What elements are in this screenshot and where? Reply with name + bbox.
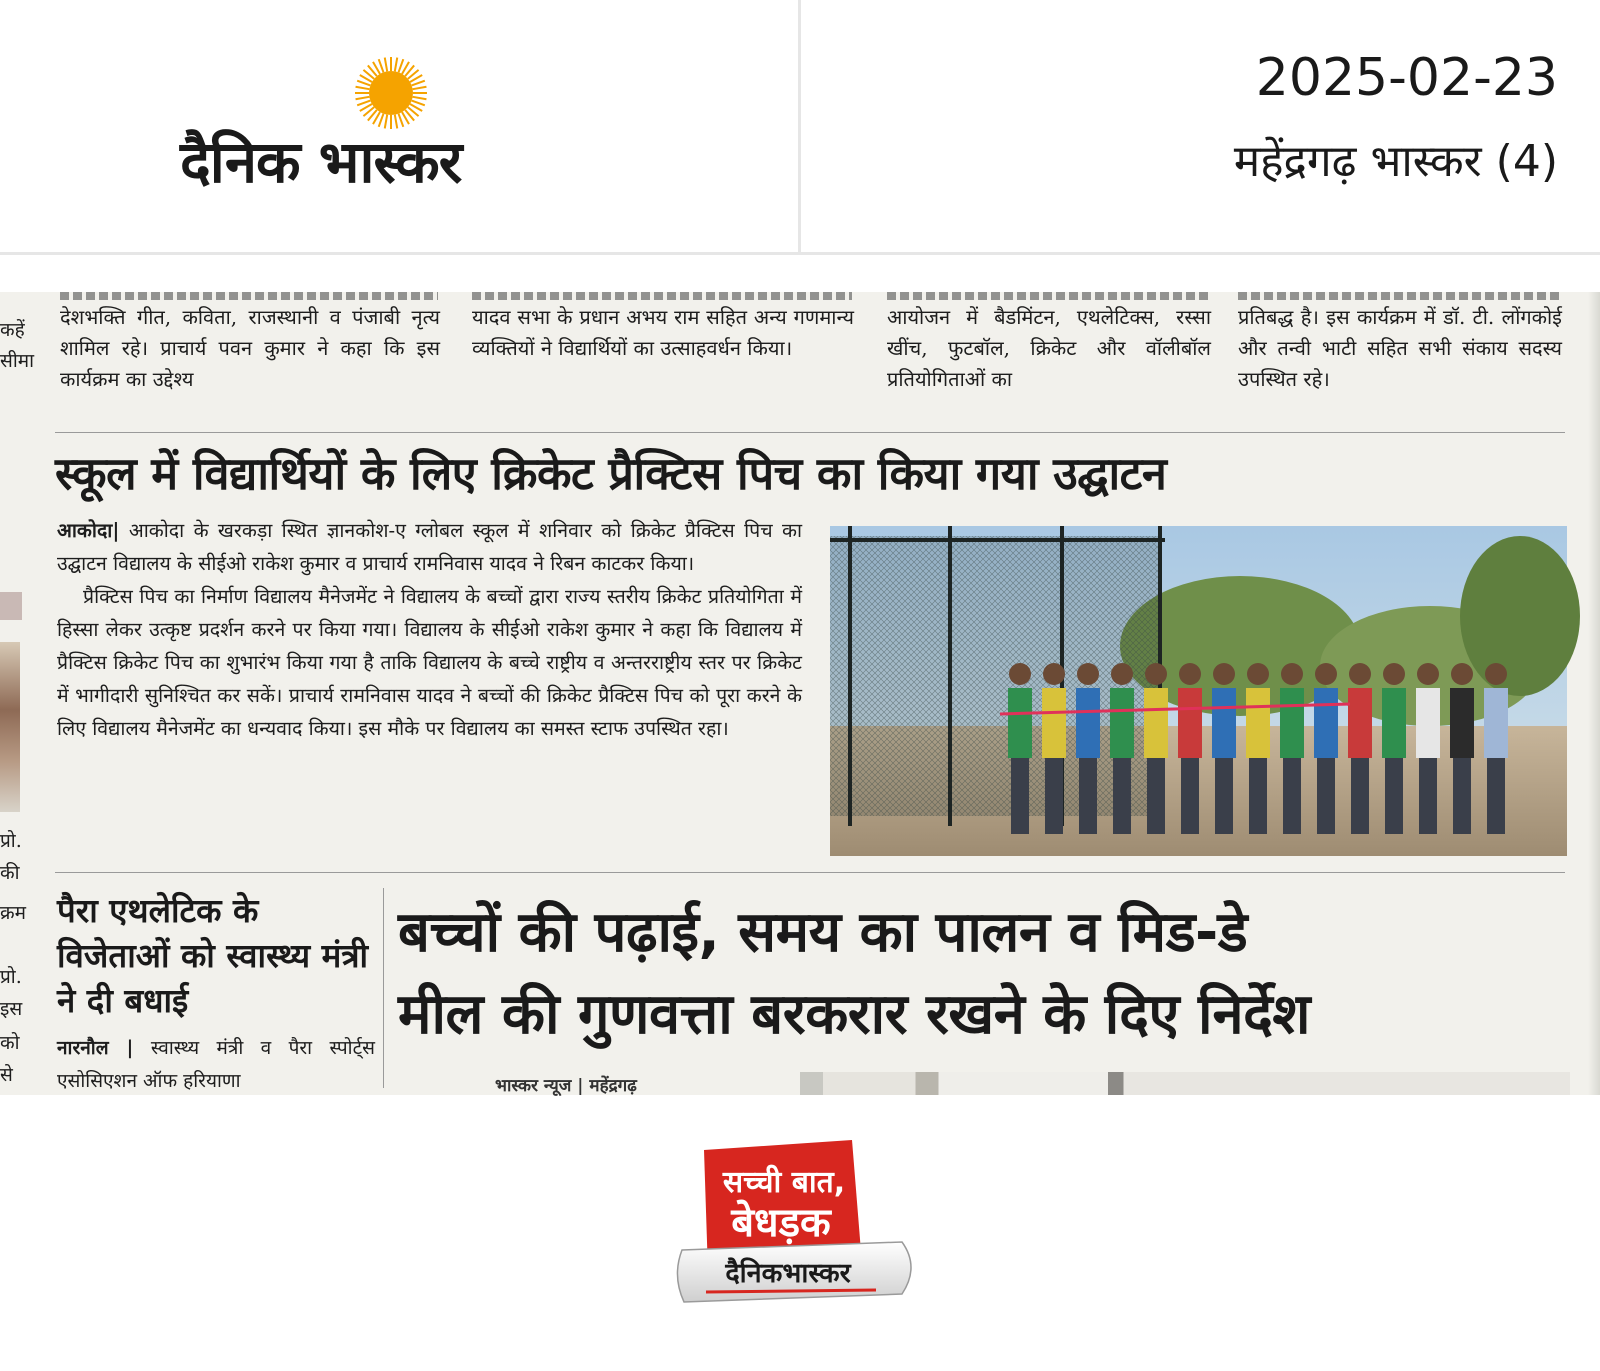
side-dateline: नारनौल | xyxy=(57,1037,134,1059)
left-fragment: इस xyxy=(0,998,23,1020)
tagline-logo xyxy=(676,1132,926,1314)
column-rule xyxy=(383,888,384,1088)
left-fragment: की xyxy=(0,862,20,884)
top-column-3: आयोजन में बैडमिंटन, एथलेटिक्स, रस्सा खींच, फुटबॉल, क्रिकेट और वॉलीबॉल प्रतियोगिताओं का xyxy=(887,305,1211,391)
side-body-text: स्वास्थ्य मंत्री व पैरा स्पोर्ट्स एसोसिएशन ऑफ हरियाणा xyxy=(57,1037,375,1092)
left-fragment: को xyxy=(0,1032,20,1054)
newspaper-logo xyxy=(180,55,600,205)
main-dateline: आकोदा| xyxy=(57,519,120,542)
cricket-pitch-inauguration-photo xyxy=(830,526,1567,856)
edition-date: 2025-02-23 xyxy=(1255,48,1558,108)
header-divider xyxy=(798,0,801,252)
main-paragraph-2: प्रैक्टिस पिच का निर्माण विद्यालय मैनेजमेंट ने विद्यालय के बच्चों द्वारा राज्य स्तरीय क्रिकेट प्रतियोगिता में हिस्सा लेकर उत्कृष्ट प्रदर्शन करने पर किया गया। विद्यालय के सीईओ राकेश कुमार ने कहा कि विद्यालय में प्रैक्टिस क्रिकेट पिच का शुभारंभ किया गया है ताकि विद्यालय के बच्चे राष्ट्रीय व अन्तरराष्ट्रीय स्तर पर क्रिकेट में भागीदारी सुनिश्चित कर सकें। प्राचार्य रामनिवास यादव ने बच्चों की क्रिकेट प्रैक्टिस पिच को पूरा करने के लिए विद्यालय मैनेजमेंट का धन्यवाद किया। इस मौके पर विद्यालय का समस्त स्टाफ उपस्थित रहा। xyxy=(57,585,802,740)
side-story-body xyxy=(57,1032,375,1092)
bottom-headline xyxy=(398,892,1548,1056)
left-fragment: प्रो. xyxy=(0,830,22,852)
right-edge xyxy=(1588,292,1600,1095)
left-fragment: प्रो. xyxy=(0,966,22,988)
left-fragment: सीमा xyxy=(0,350,35,372)
sun-icon xyxy=(353,55,429,131)
left-fragment: कहें xyxy=(0,319,25,341)
top-column-1: देशभक्ति गीत, कविता, राजस्थानी व पंजाबी नृत्य शामिल रहे। प्राचार्य पवन कुमार ने कहा कि इस कार्यक्रम का उद्देश्य xyxy=(60,305,440,391)
bottom-headline-line2: मील की गुणवत्ता बरकरार रखने के दिए निर्देश xyxy=(398,982,1310,1047)
newspaper-clipping xyxy=(0,292,1600,1095)
left-fragment: से xyxy=(0,1064,13,1086)
top-column-2: यादव सभा के प्रधान अभय राम सहित अन्य गणमान्य व्यक्तियों ने विद्यार्थियों का उत्साहवर्धन किया। xyxy=(472,305,854,360)
edition-name: महेंद्रगढ़ भास्कर (4) xyxy=(1233,136,1558,187)
second-photo-strip xyxy=(800,1072,1570,1095)
section-rule xyxy=(55,432,1565,433)
side-headline: पैरा एथलेटिक के विजेताओं को स्वास्थ्य मंत्री ने दी बधाई xyxy=(57,891,369,1020)
top-column-4: प्रतिबद्ध है। इस कार्यक्रम में डॉ. टी. लोंगकोई और तन्वी भाटी सहित सभी संकाय सदस्य उपस्थित रहे। xyxy=(1238,305,1562,391)
main-story-body xyxy=(57,514,802,745)
left-edge-fragments xyxy=(0,292,35,1095)
section-rule xyxy=(55,872,1565,873)
bottom-byline: भास्कर न्यूज | महेंद्रगढ़ xyxy=(495,1076,637,1096)
main-headline: स्कूल में विद्यार्थियों के लिए क्रिकेट प्रैक्टिस पिच का किया गया उद्घाटन xyxy=(55,447,1167,500)
left-fragment: क्रम xyxy=(0,902,26,924)
clipping-header xyxy=(0,0,1600,255)
tagline-line2: बेधड़क xyxy=(731,1200,831,1246)
bottom-headline-line1: बच्चों की पढ़ाई, समय का पालन व मिड-डे xyxy=(398,900,1248,965)
main-paragraph-1: आकोदा के खरकड़ा स्थित ज्ञानकोश-ए ग्लोबल स्कूल में शनिवार को क्रिकेट प्रैक्टिस पिच का उद्घाटन विद्यालय के सीईओ राकेश कुमार व प्राचार्य रामनिवास यादव ने रिबन काटकर किया। xyxy=(57,519,802,575)
brand-name: दैनिक भास्कर xyxy=(180,128,462,196)
footer-brand: दैनिकभास्कर xyxy=(725,1258,851,1289)
tagline-line1: सच्ची बात, xyxy=(722,1165,846,1200)
